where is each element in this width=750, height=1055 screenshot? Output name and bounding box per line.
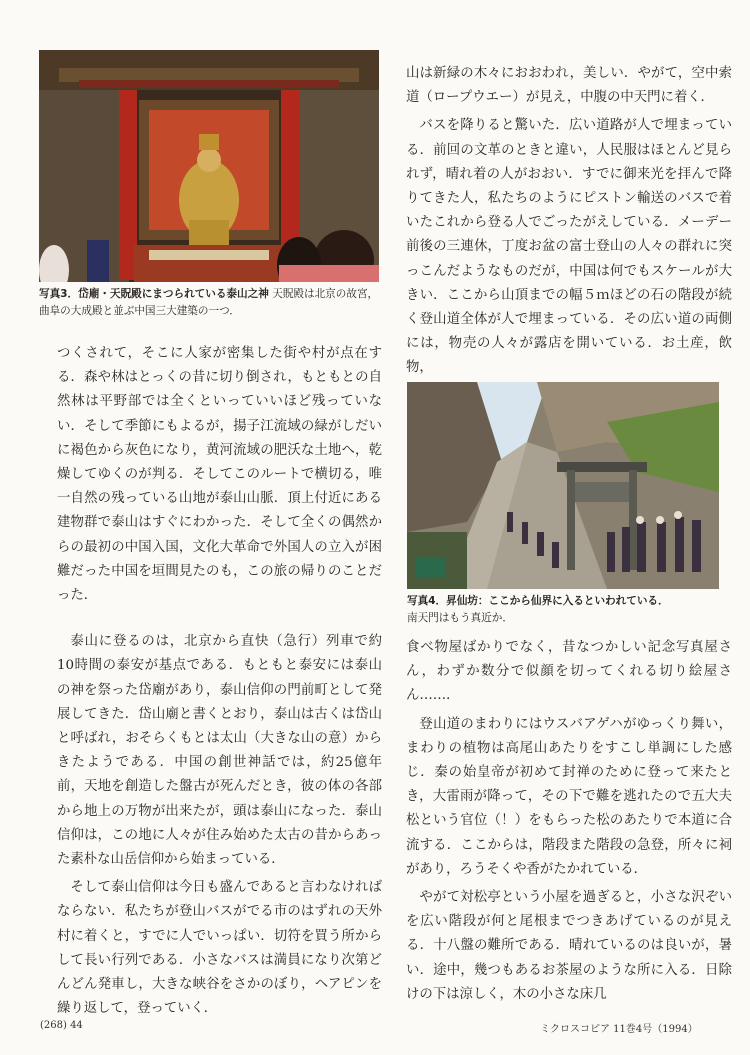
figure3-caption (39, 286, 379, 320)
right-column-top (406, 62, 732, 385)
paragraph: バスを降りると驚いた．広い道路が人で埋まっている．前回の文革のときと違い，人民服はほとんど見られず，晴れ着の人がおおい．すでに御来光を拝んで降りてきた人，私たちのようにピストン輸送のバスで着いたこれから登る人でごったがえしている．メーデー前後の三連休，丁度お盆の富士登山の人々の群れに突っこんだようなものだが，中国は何でもスケールが大きい．ここから山頂までの幅５ｍほどの石の階段が続く登山道全体が人で埋まっている．その広い道の両側には，物売の人々が露店を開いている．お土産，飲物， (406, 118, 733, 376)
left-column (57, 342, 382, 1025)
stairway-photo (407, 382, 719, 589)
figure4-text: 南天門はもう真近か． (407, 612, 513, 624)
figure3-label: 写真3．岱廟・天貺殿にまつられている泰山之神 (39, 288, 269, 300)
page-number: (268) 44 (40, 1020, 83, 1031)
temple-photo (39, 50, 379, 282)
figure4-caption (407, 593, 737, 627)
figure3-text: 天貺殿は北京の故宮，曲阜の大成殿と並ぶ中国三大建築の一つ． (39, 288, 379, 317)
paragraph: 山は新緑の木々におおわれ，美しい．やがて，空中索道（ロープウエー）が見え，中腹の中天門に着く． (406, 66, 732, 106)
figure4-label: 写真4．昇仙坊：ここから仙界に入るといわれている． (407, 595, 669, 607)
paragraph: そして泰山信仰は今日も盛んであると言わなければならない．私たちが登山バスがでる市のはずれの天外村に着くと，すでに人でいっぱい．切符を買う所からして長い行列である．小さなバスは満員になり次第どんどん発車し，大きな峡谷をさかのぼり，ヘアピンを繰り返して，登っていく． (57, 880, 382, 1017)
right-column-bottom (406, 636, 732, 1011)
paragraph: 登山道のまわりにはウスバアゲハがゆっくり舞い，まわりの植物は高尾山あたりをすこし単調にした感じ．秦の始皇帝が初めて封禅のために登って来たとき，大雷雨が降って，その下で難を逃れたので五大夫松という官位（！）をもらった松のあたりで本道に合流する．ここからは，階段また階段の急登，所々に祠があり，ろうそくや香がたかれている． (406, 716, 732, 877)
paragraph: 食べ物屋ばかりでなく，昔なつかしい記念写真屋さん，わずか数分で似顔を切ってくれる切り絵屋さん……． (406, 640, 732, 704)
paragraph: つくされて，そこに人家が密集した街や村が点在する．森や林はとっくの昔に切り倒され，もともとの自然林は平野部では全くといっていいほど残っていない．そして季節にもよるが，揚子江流域の緑がしだいに褐色から灰色になり，黄河流域の肥沃な土地へ，乾燥してゆくのが判る．そしてこのルートで横切る，唯一自然の残っている山地が泰山山脈．頂上付近にある建物群で泰山はすぐにわかった．そして全くの偶然からの最初の中国入国，文化大革命で外国人の立入が困難だった中国を垣間見たのも，この旅の帰りのことだった． (57, 346, 382, 604)
journal-citation: ミクロスコピア 11巻4号（1994） (540, 1024, 698, 1035)
paragraph: 泰山に登るのは，北京から直快（急行）列車で約10時間の泰安が基点である．もともと泰安には泰山の神を祭った岱廟があり，泰山信仰の門前町として発展してきた．岱山廟と書くとおり，泰山は古くは岱山と呼ばれ，おそらくもとは太山（大きな山の意）からきたようである．中国の創世神話では，約25億年前，天地を創造した盤古が死んだとき，彼の体の各部から地上の万物が出来たが，頭は泰山になった．泰山信仰は，この地に人々が住み始めた太古の昔からあった素朴な山岳信仰から始まっている． (57, 634, 382, 868)
paragraph: やがて対松亭という小屋を過ぎると，小さな沢ぞいを広い階段が何と尾根までつきあげているのが見える．十八盤の難所である．晴れているのは良いが，暑い．途中，幾つもあるお茶屋のような所に入る．日除けの下は涼しく，木の小さな床几 (406, 890, 732, 1002)
